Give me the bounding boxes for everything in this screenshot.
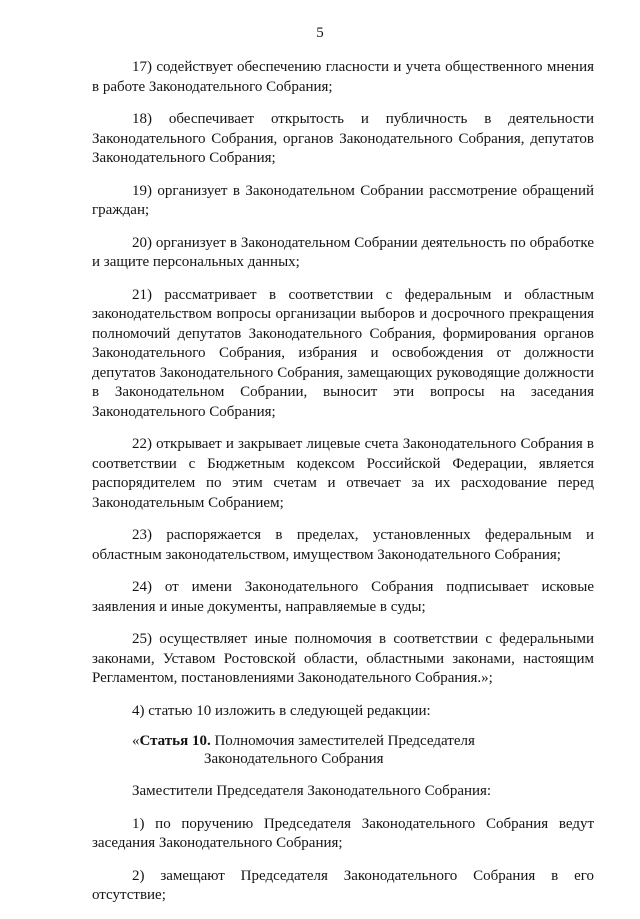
list-item: 20) организует в Законодательном Собрании деятельность по обработке и защите персональных данных; bbox=[92, 234, 594, 270]
article-label: Статья 10. bbox=[139, 733, 211, 749]
list-item: 19) организует в Законодательном Собрании рассмотрение обращений граждан; bbox=[92, 182, 594, 218]
list-item: 1) по поручению Председателя Законодательного Собрания ведут заседания Законодательного Собрания; bbox=[92, 815, 594, 851]
article-intro: Заместители Председателя Законодательного Собрания: bbox=[132, 783, 492, 799]
list-item: 2) замещают Председателя Законодательного Собрания в его отсутствие; bbox=[92, 867, 594, 903]
list-item: 25) осуществляет иные полномочия в соответствии с федеральными законами, Уставом Ростовской области, областными законами, настоящим Регламентом, постановлениями Законодательного Собрания.»; bbox=[92, 631, 594, 686]
article-title-line2: Законодательного Собрания bbox=[204, 750, 384, 767]
list-item: 21) рассматривает в соответствии с федеральным и областным законодательством вопросы организации выборов и досрочного прекращения полномочий депутатов Законодательного Собрания, формирования органов Законодательного Собрания, избрания и освобождения от должности депутатов Законодательного Собрания, замещающих руководящие должности в Законодательном Собрании, выносит эти вопросы на заседания Законодательного Собрания; bbox=[92, 286, 594, 420]
article-title-line1: Полномочия заместителей Председателя bbox=[210, 733, 475, 749]
amendment-instruction: 4) статью 10 изложить в следующей редакции: bbox=[132, 702, 431, 719]
list-item: 17) содействует обеспечению гласности и учета общественного мнения в работе Законодательного Собрания; bbox=[92, 59, 594, 95]
document-body bbox=[92, 58, 594, 919]
open-quote: « bbox=[132, 733, 140, 749]
list-item: 23) распоряжается в пределах, установленных федеральным и областным законодательством, имуществом Законодательного Собрания; bbox=[92, 527, 594, 563]
page-number: 5 bbox=[316, 25, 324, 41]
article-heading bbox=[92, 733, 594, 768]
list-item: 18) обеспечивает открытость и публичность в деятельности Законодательного Собрания, органов Законодательного Собрания, депутатов Законодательного Собрания; bbox=[92, 111, 594, 166]
list-item: 22) открывает и закрывает лицевые счета Законодательного Собрания в соответствии с Бюджетным кодексом Российской Федерации, является распорядителем по этим счетам и отвечает за их расходование перед Законодательным Собранием; bbox=[92, 436, 594, 511]
list-item: 24) от имени Законодательного Собрания подписывает исковые заявления и иные документы, направляемые в суды; bbox=[92, 579, 594, 615]
